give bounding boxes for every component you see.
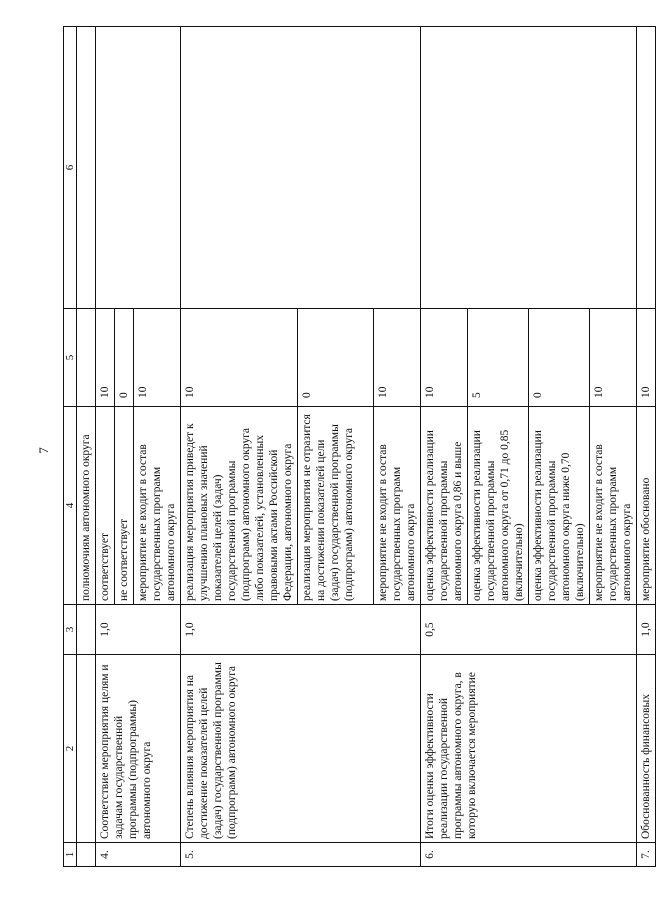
score-value: 10	[181, 309, 298, 407]
indicator-name: Соответствие мероприятия целям и задачам государственной программы (подпрограммы) автономного округа	[96, 655, 181, 843]
column-number: 2	[64, 655, 77, 843]
notes-cell	[421, 27, 637, 309]
criterion-text: мероприятие не входит в состав государственных программ автономного округа	[374, 407, 421, 605]
column-number: 3	[64, 605, 77, 655]
weight-coefficient: 1,0	[181, 605, 421, 655]
column-number-row	[64, 27, 77, 867]
row-number: 6.	[421, 843, 637, 867]
score-value: 10	[421, 309, 468, 407]
criterion-text: полномочиям автономного округа	[77, 407, 96, 605]
indicator-name: Степень влияния мероприятия на достижение показателей целей (задач) государственной программы (подпрограмм) автономного округа	[181, 655, 421, 843]
criterion-text: реализация мероприятия не отразится на достижении показателей цели (задач) государственной программы (подпрограмм) автономного округа	[298, 407, 374, 605]
score-value: 5	[468, 309, 529, 407]
evaluation-table	[63, 26, 656, 867]
criterion-text: оценка эффективности реализации государственной программы автономного округа 0,86 и выше	[421, 407, 468, 605]
table-row	[637, 27, 656, 867]
table-row	[96, 27, 115, 867]
table-row	[421, 27, 468, 867]
criterion-text: мероприятие обосновано	[637, 407, 656, 605]
score-value: 10	[374, 309, 421, 407]
table-row	[181, 27, 298, 867]
score-value: 0	[298, 309, 374, 407]
criterion-text: соответствует	[96, 407, 115, 605]
weight-coefficient: 0,5	[421, 605, 637, 655]
column-number: 1	[64, 843, 77, 867]
notes-cell	[181, 27, 421, 309]
table-row	[77, 27, 96, 867]
weight-coefficient: 1,0	[96, 605, 181, 655]
table-cell	[77, 843, 96, 867]
row-number: 5.	[181, 843, 421, 867]
criterion-text: реализация мероприятия приведет к улучшению плановых значений показателей целей (задач) государственной программы (подпрограмм) автономного округа либо показателей, установленных правовыми актами Российской Федерации, автономного округа	[181, 407, 298, 605]
score-value: 10	[590, 309, 637, 407]
indicator-name: Обоснованность финансовых	[637, 655, 656, 843]
row-number: 7.	[637, 843, 656, 867]
notes-cell	[637, 27, 656, 309]
table-wrapper	[63, 27, 652, 867]
criterion-text: мероприятие не входит в состав государственных программ автономного округа	[590, 407, 637, 605]
score-value: 10	[637, 309, 656, 407]
table-cell	[77, 309, 96, 407]
criterion-text: оценка эффективности реализации государственной программы автономного округа от 0,71 до 0,85 (включительно)	[468, 407, 529, 605]
score-value: 10	[134, 309, 181, 407]
score-value: 0	[529, 309, 590, 407]
notes-cell	[96, 27, 181, 309]
weight-coefficient: 1,0	[637, 605, 656, 655]
criterion-text: оценка эффективности реализации государственной программы автономного округа ниже 0,70 (включительно)	[529, 407, 590, 605]
table-cell	[77, 655, 96, 843]
column-number: 4	[64, 407, 77, 605]
criterion-text: мероприятие не входит в состав государственных программ автономного округа	[134, 407, 181, 605]
table-cell	[77, 27, 96, 309]
score-value: 0	[115, 309, 134, 407]
criterion-text: не соответствует	[115, 407, 134, 605]
column-number: 5	[64, 309, 77, 407]
table-cell	[77, 605, 96, 655]
score-value: 10	[96, 309, 115, 407]
column-number: 6	[64, 27, 77, 309]
indicator-name: Итоги оценки эффективности реализации государственной программы автономного округа, в которую включается мероприятие	[421, 655, 637, 843]
page-number: 7	[35, 447, 51, 454]
row-number: 4.	[96, 843, 181, 867]
